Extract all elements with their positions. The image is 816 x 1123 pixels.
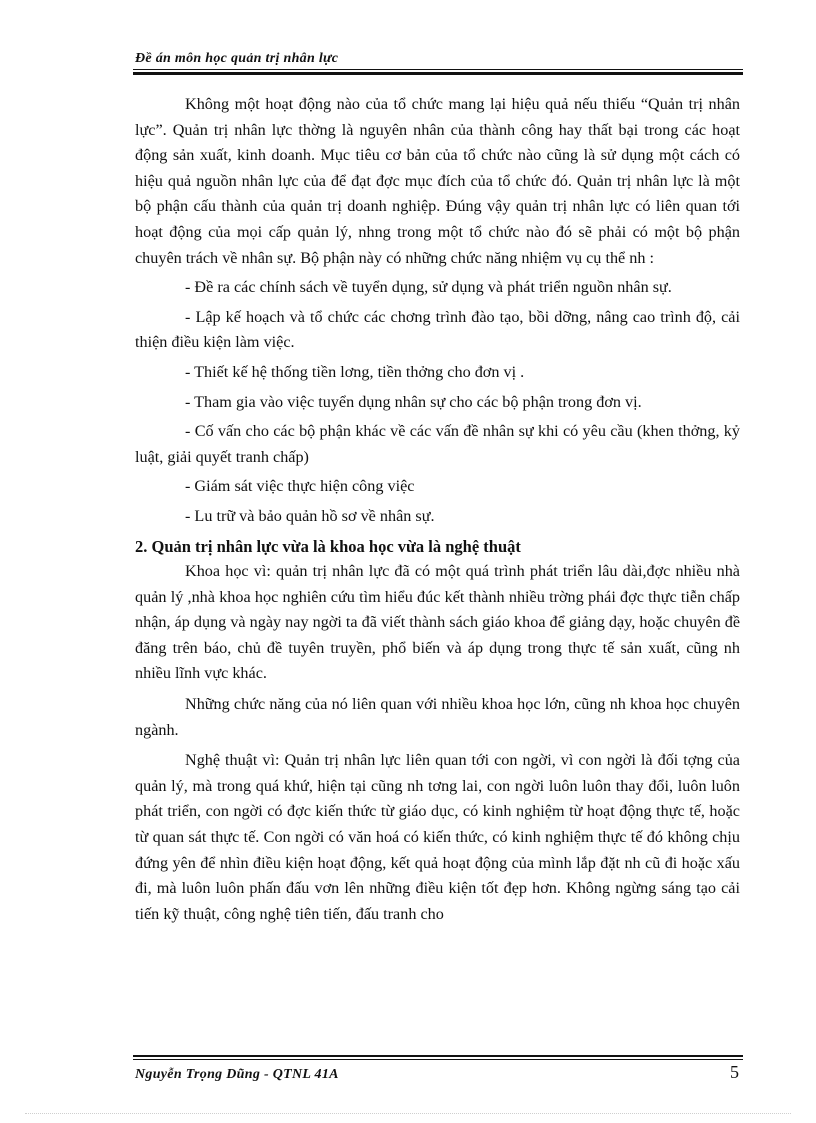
document-body: [135, 92, 740, 927]
footer-rule-thin: [133, 1059, 743, 1060]
footer-rule-thick: [133, 1055, 743, 1057]
page-number: 5: [730, 1062, 739, 1082]
bullet-item: - Giám sát việc thực hiện công việc: [185, 477, 415, 496]
bullet-item: - Đề ra các chính sách về tuyển dụng, sử dụng và phát triển nguồn nhân sự.: [185, 278, 672, 297]
science-paragraph: Khoa học vì: quản trị nhân lực đã có một quá trình phát triển lâu dài,đợc nhiều nhà quản lý ,nhà khoa học nghiên cứu tìm hiểu đúc kết thành nhiều trờng phái đợc thực tiễn chấp nhận, áp dụng và ngày nay ngời ta đã viết thành sách giáo khoa để giảng dạy, hoặc chuyên đề đăng trên báo, chủ đề tuyên truyền, phổ biến và áp dụng trong thực tế sản xuất, cũng nh nhiều lĩnh vực khác.: [135, 562, 740, 683]
intro-paragraph: Không một hoạt động nào của tổ chức mang lại hiệu quả nếu thiếu “Quản trị nhân lực”. Quản trị nhân lực thờng là nguyên nhân của thành công hay thất bại trong các hoạt động sản xuất, kinh doanh. Mục tiêu cơ bản của tổ chức nào cũng là sử dụng một cách có hiệu quả nguồn nhân lực của để đạt đợc mục đích của tổ chức đó. Quản trị nhân lực là một bộ phận cấu thành của quản trị doanh nghiệp. Đúng vậy quản trị nhân lực có liên quan tới hoạt động của mọi cấp quản lý, nhng trong một tổ chức nào đó sẽ phải có một bộ phận chuyên trách về nhân sự. Bộ phận này có những chức năng nhiệm vụ cụ thể nh :: [135, 95, 740, 267]
header-title: Đề án môn học quản trị nhân lực: [135, 51, 339, 66]
bullet-item: - Lu trữ và bảo quản hồ sơ về nhân sự.: [185, 506, 435, 525]
section-heading: 2. Quản trị nhân lực vừa là khoa học vừa là nghệ thuật: [135, 536, 521, 556]
footer-author: Nguyễn Trọng Dũng - QTNL 41A: [135, 1067, 339, 1082]
header-rule-thick: [133, 72, 743, 75]
bullet-item: - Tham gia vào việc tuyển dụng nhân sự cho các bộ phận trong đơn vị.: [185, 392, 642, 411]
page-footer: [133, 1055, 743, 1083]
bullet-item: - Lập kế hoạch và tổ chức các chơng trình đào tạo, bồi dỡng, nâng cao trình độ, cải thiện điều kiện làm việc.: [135, 307, 740, 352]
page-header: [133, 50, 743, 75]
header-rule-thin: [133, 69, 743, 70]
art-paragraph: Nghệ thuật vì: Quản trị nhân lực liên quan tới con ngời, vì con ngời là đối tợng của quản lý, mà trong quá khứ, hiện tại cũng nh tơng lai, con ngời luôn luôn thay đổi, luôn luôn phát triển, con ngời có đợc kiến thức từ giáo dục, có kinh nghiệm từ hoạt động thực tế, hoặc từ quan sát thực tế. Con ngời có văn hoá có kiến thức, có kinh nghiệm thực tế đó không chịu đứng yên để nhìn điều kiện hoạt động, kết quả hoạt động của mình lắp đặt nh cũ đi hoặc xấu đi, mà luôn luôn phấn đấu vơn lên những điều kiện tốt đẹp hơn. Không ngừng sáng tạo cải tiến kỹ thuật, công nghệ tiên tiến, đấu tranh cho: [135, 751, 740, 923]
bullet-item: - Cố vấn cho các bộ phận khác về các vấn đề nhân sự khi có yêu cầu (khen thởng, kỷ luật, giải quyết tranh chấp): [135, 422, 740, 466]
functions-paragraph: Những chức năng của nó liên quan với nhiều khoa học lớn, cũng nh khoa học chuyên ngành.: [135, 695, 740, 739]
page-edge-divider: [25, 1113, 791, 1114]
bullet-item: - Thiết kế hệ thống tiền lơng, tiền thởng cho đơn vị .: [185, 362, 525, 381]
